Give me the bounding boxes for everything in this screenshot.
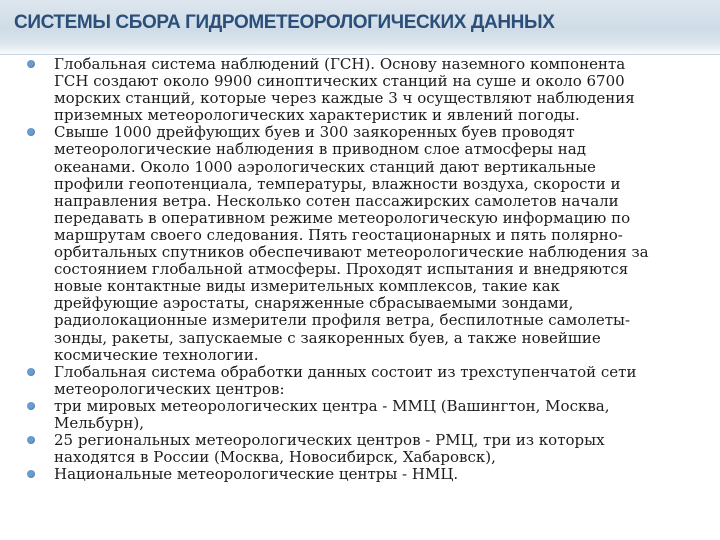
bullet-text-line: Мельбурн),: [54, 413, 145, 432]
slide-title: СИСТЕМЫ СБОРА ГИДРОМЕТЕОРОЛОГИЧЕСКИХ ДАННЫХ: [14, 12, 555, 33]
bullet-text-line: зонды, ракеты, запускаемые с заякоренных буев, а также новейшие: [54, 328, 601, 347]
bullet-text-line: Национальные метеорологические центры - НМЦ.: [54, 465, 459, 484]
bullet-text-line: направления ветра. Несколько сотен пассажирских самолетов начали: [54, 191, 619, 210]
bullet-text-line: Свыше 1000 дрейфующих буев и 300 заякоренных буев проводят: [54, 123, 575, 142]
bullet-item: [20, 398, 706, 432]
bullet-text-line: Глобальная система обработки данных состоит из трехступенчатой сети: [54, 362, 637, 381]
bullet-text-line: находятся в России (Москва, Новосибирск, Хабаровск),: [54, 448, 496, 467]
bullet-text-line: орбитальных спутников обеспечивают метеорологические наблюдения за: [54, 243, 649, 262]
bullet-text-line: океанами. Около 1000 аэрологических станций дают вертикальные: [54, 157, 596, 176]
bullet-dot-icon: [27, 402, 35, 410]
bullet-dot-icon: [27, 436, 35, 444]
bullet-text-line: 25 региональных метеорологических центров - РМЦ, три из которых: [54, 431, 605, 450]
bullet-dot-icon: [27, 470, 35, 478]
bullet-item: [20, 124, 706, 363]
bullet-text-line: морских станций, которые через каждые 3 ч осуществляют наблюдения: [54, 89, 635, 108]
bullet-text-line: метеорологические наблюдения в приводном слое атмосферы над: [54, 140, 586, 159]
bullet-item: [20, 56, 706, 124]
bullet-text-line: приземных метеорологических характеристик и явлений погоды.: [54, 106, 580, 125]
bullet-list: [20, 56, 706, 483]
bullet-item: [20, 466, 706, 483]
bullet-text-line: радиолокационные измерители профиля ветра, беспилотные самолеты-: [54, 311, 631, 330]
bullet-dot-icon: [27, 368, 35, 376]
bullet-text-line: профили геопотенциала, температуры, влажности воздуха, скорости и: [54, 174, 621, 193]
bullet-text-line: метеорологических центров:: [54, 379, 285, 398]
bullet-text-line: состоянием глобальной атмосферы. Проходят испытания и внедряются: [54, 260, 629, 279]
bullet-dot-icon: [27, 60, 35, 68]
bullet-text-line: космические технологии.: [54, 345, 259, 364]
bullet-text-line: новые контактные виды измерительных комплексов, такие как: [54, 277, 560, 296]
bullet-text-line: дрейфующие аэростаты, снаряженные сбрасываемыми зондами,: [54, 294, 574, 313]
bullet-text-line: ГСН создают около 9900 синоптических станций на суше и около 6700: [54, 72, 625, 91]
bullet-text-line: маршрутам своего следования. Пять геостационарных и пять полярно-: [54, 225, 623, 244]
title-band-highlight: [0, 44, 720, 54]
bullet-dot-icon: [27, 128, 35, 136]
bullet-item: [20, 432, 706, 466]
bullet-text-line: три мировых метеорологических центра - ММЦ (Вашингтон, Москва,: [54, 396, 610, 415]
bullet-text-line: передавать в оперативном режиме метеорологическую информацию по: [54, 208, 631, 227]
bullet-text-line: Глобальная система наблюдений (ГСН). Основу наземного компонента: [54, 55, 626, 73]
bullet-item: [20, 364, 706, 398]
